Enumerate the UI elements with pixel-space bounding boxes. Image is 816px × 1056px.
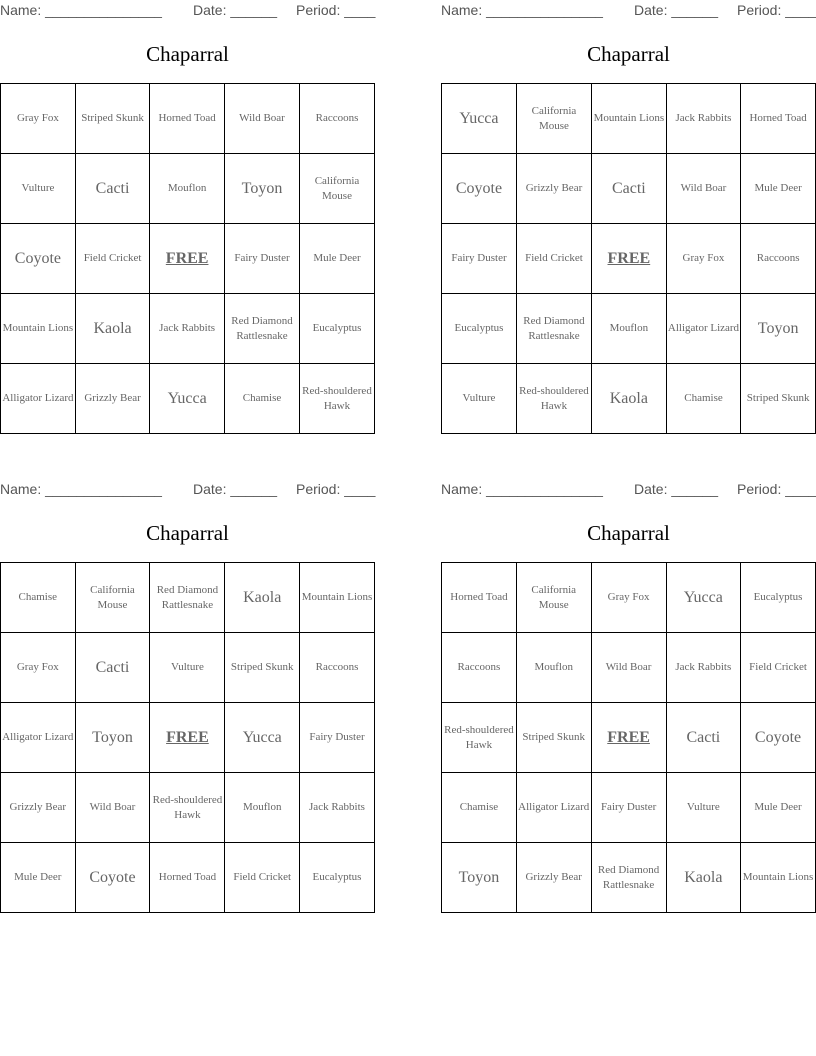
bingo-cell[interactable]: Mountain Lions [300,563,375,633]
card-title: Chaparral [146,521,229,545]
bingo-cell[interactable]: Coyote [75,843,150,913]
bingo-cell[interactable]: Red-shouldered Hawk [300,364,375,434]
bingo-cell[interactable]: Raccoons [741,224,816,294]
bingo-cell[interactable]: Jack Rabbits [150,294,225,364]
bingo-cell[interactable]: Grizzly Bear [75,364,149,434]
bingo-cell[interactable]: Red Diamond Rattlesnake [591,843,666,913]
bingo-cell[interactable]: Mule Deer [1,843,76,913]
bingo-grid [441,562,816,913]
bingo-cell[interactable]: Mule Deer [741,154,816,224]
bingo-cell[interactable]: Wild Boar [224,84,299,154]
free-cell[interactable]: FREE [150,703,225,773]
grid-row [1,224,375,294]
bingo-cell[interactable]: Wild Boar [75,773,150,843]
bingo-cell[interactable]: Jack Rabbits [300,773,375,843]
bingo-cell[interactable]: Cacti [75,154,149,224]
bingo-cell[interactable]: Alligator Lizard [1,703,76,773]
bingo-cell[interactable]: Mountain Lions [741,843,816,913]
bingo-cell[interactable]: Gray Fox [1,84,76,154]
bingo-cell[interactable]: Striped Skunk [225,633,300,703]
bingo-cell[interactable]: Field Cricket [516,224,591,294]
card-header [441,0,816,22]
name-field[interactable]: Name: _______________ [441,481,603,497]
grid-row [1,294,375,364]
grid-row [1,154,375,224]
bingo-cell[interactable]: Vulture [150,633,225,703]
bingo-cell[interactable]: Coyote [741,703,816,773]
bingo-cell[interactable]: Vulture [442,364,517,434]
bingo-cell[interactable]: Yucca [150,364,225,434]
bingo-cell[interactable]: Kaola [666,843,740,913]
bingo-cell[interactable]: Red-shouldered Hawk [516,364,591,434]
bingo-cell[interactable]: Grizzly Bear [516,843,591,913]
bingo-cell[interactable]: Red Diamond Rattlesnake [516,294,591,364]
bingo-cell[interactable]: Jack Rabbits [666,633,740,703]
bingo-cell[interactable]: California Mouse [75,563,150,633]
bingo-cell[interactable]: Red Diamond Rattlesnake [224,294,299,364]
grid-row [442,224,816,294]
date-field[interactable]: Date: ______ [193,481,278,497]
bingo-cell[interactable]: Raccoons [442,633,517,703]
grid-row [442,773,816,843]
bingo-cell[interactable]: Mouflon [150,154,225,224]
bingo-cell[interactable]: Mouflon [516,633,591,703]
date-field[interactable]: Date: ______ [634,2,719,18]
bingo-cell[interactable]: Eucalyptus [300,843,375,913]
bingo-cell[interactable]: Gray Fox [666,224,741,294]
bingo-cell[interactable]: Kaola [75,294,149,364]
bingo-cell[interactable]: Mouflon [592,294,667,364]
bingo-cell[interactable]: Gray Fox [1,633,76,703]
bingo-cell[interactable]: Vulture [666,773,740,843]
bingo-cell[interactable]: Jack Rabbits [666,84,741,154]
period-field[interactable]: Period: ____ [296,2,376,18]
grid-row [442,633,816,703]
bingo-cell[interactable]: Striped Skunk [75,84,149,154]
bingo-cell[interactable]: Toyon [741,294,816,364]
bingo-cell[interactable]: Wild Boar [591,633,666,703]
bingo-cell[interactable]: Grizzly Bear [516,154,591,224]
grid-row [442,364,816,434]
bingo-cell[interactable]: Vulture [1,154,76,224]
bingo-cell[interactable]: Red-shouldered Hawk [442,703,517,773]
grid-row [442,294,816,364]
free-cell[interactable]: FREE [591,703,666,773]
bingo-cell[interactable]: Field Cricket [225,843,300,913]
bingo-cell[interactable]: Toyon [224,154,299,224]
name-field[interactable]: Name: _______________ [441,2,603,18]
bingo-cell[interactable]: Red-shouldered Hawk [150,773,225,843]
bingo-cell[interactable]: Gray Fox [591,563,666,633]
grid-row [1,703,375,773]
period-field[interactable]: Period: ____ [737,481,816,497]
bingo-cell[interactable]: Chamise [442,773,517,843]
bingo-cell[interactable]: Toyon [442,843,517,913]
bingo-cell[interactable]: Fairy Duster [442,224,517,294]
grid-row [1,84,375,154]
card-title: Chaparral [587,521,670,545]
bingo-cell[interactable]: Mule Deer [741,773,816,843]
date-field[interactable]: Date: ______ [193,2,278,18]
bingo-cell[interactable]: Fairy Duster [300,703,375,773]
bingo-cell[interactable]: Cacti [666,703,740,773]
bingo-cell[interactable]: Striped Skunk [741,364,816,434]
card-title: Chaparral [587,42,670,66]
bingo-cell[interactable]: Horned Toad [442,563,517,633]
grid-row [1,773,375,843]
bingo-cell[interactable]: Mountain Lions [592,84,667,154]
bingo-cell[interactable]: Kaola [592,364,667,434]
bingo-cell[interactable]: Grizzly Bear [1,773,76,843]
bingo-cell[interactable]: Fairy Duster [591,773,666,843]
bingo-cell[interactable]: Yucca [666,563,740,633]
free-cell[interactable]: FREE [150,224,225,294]
bingo-cell[interactable]: Field Cricket [75,224,149,294]
bingo-grid [441,83,816,434]
grid-row [442,154,816,224]
bingo-grid [0,562,375,913]
grid-row [442,703,816,773]
bingo-cell[interactable]: Red Diamond Rattlesnake [150,563,225,633]
bingo-cell[interactable]: Chamise [1,563,76,633]
bingo-cell[interactable]: Coyote [1,224,76,294]
bingo-cell[interactable]: Alligator Lizard [666,294,741,364]
bingo-cell[interactable]: Cacti [75,633,150,703]
bingo-cell[interactable]: Alligator Lizard [1,364,76,434]
grid-row [1,364,375,434]
bingo-cell[interactable]: Horned Toad [150,84,225,154]
bingo-cell[interactable]: Eucalyptus [300,294,375,364]
bingo-cell[interactable]: Yucca [442,84,517,154]
card-header [441,479,816,501]
free-cell[interactable]: FREE [592,224,667,294]
bingo-cell[interactable]: Raccoons [300,633,375,703]
name-field[interactable]: Name: _______________ [0,2,162,18]
name-field[interactable]: Name: _______________ [0,481,162,497]
bingo-cell[interactable]: Raccoons [300,84,375,154]
card-header [0,479,375,501]
bingo-cell[interactable]: Fairy Duster [224,224,299,294]
bingo-cell[interactable]: Coyote [442,154,517,224]
bingo-cell[interactable]: Chamise [666,364,741,434]
bingo-cell[interactable]: Mule Deer [300,224,375,294]
bingo-cell[interactable]: California Mouse [516,84,591,154]
bingo-cell[interactable]: Kaola [225,563,300,633]
bingo-cell[interactable]: Eucalyptus [442,294,517,364]
grid-row [442,843,816,913]
grid-row [1,843,375,913]
bingo-cell[interactable]: Field Cricket [741,633,816,703]
grid-row [1,633,375,703]
period-field[interactable]: Period: ____ [296,481,376,497]
bingo-cell[interactable]: California Mouse [516,563,591,633]
bingo-cell[interactable]: Mountain Lions [1,294,76,364]
bingo-cell[interactable]: Wild Boar [666,154,741,224]
bingo-cell[interactable]: Cacti [592,154,667,224]
bingo-cell[interactable]: California Mouse [300,154,375,224]
card-header [0,0,375,22]
card-title: Chaparral [146,42,229,66]
bingo-cell[interactable]: Yucca [225,703,300,773]
bingo-cell[interactable]: Striped Skunk [516,703,591,773]
date-field[interactable]: Date: ______ [634,481,719,497]
grid-row [442,563,816,633]
bingo-cell[interactable]: Horned Toad [741,84,816,154]
bingo-cell[interactable]: Eucalyptus [741,563,816,633]
grid-row [1,563,375,633]
bingo-cell[interactable]: Horned Toad [150,843,225,913]
bingo-cell[interactable]: Toyon [75,703,150,773]
period-field[interactable]: Period: ____ [737,2,816,18]
bingo-cell[interactable]: Alligator Lizard [516,773,591,843]
bingo-grid [0,83,375,434]
bingo-cell[interactable]: Mouflon [225,773,300,843]
grid-row [442,84,816,154]
bingo-cell[interactable]: Chamise [224,364,299,434]
